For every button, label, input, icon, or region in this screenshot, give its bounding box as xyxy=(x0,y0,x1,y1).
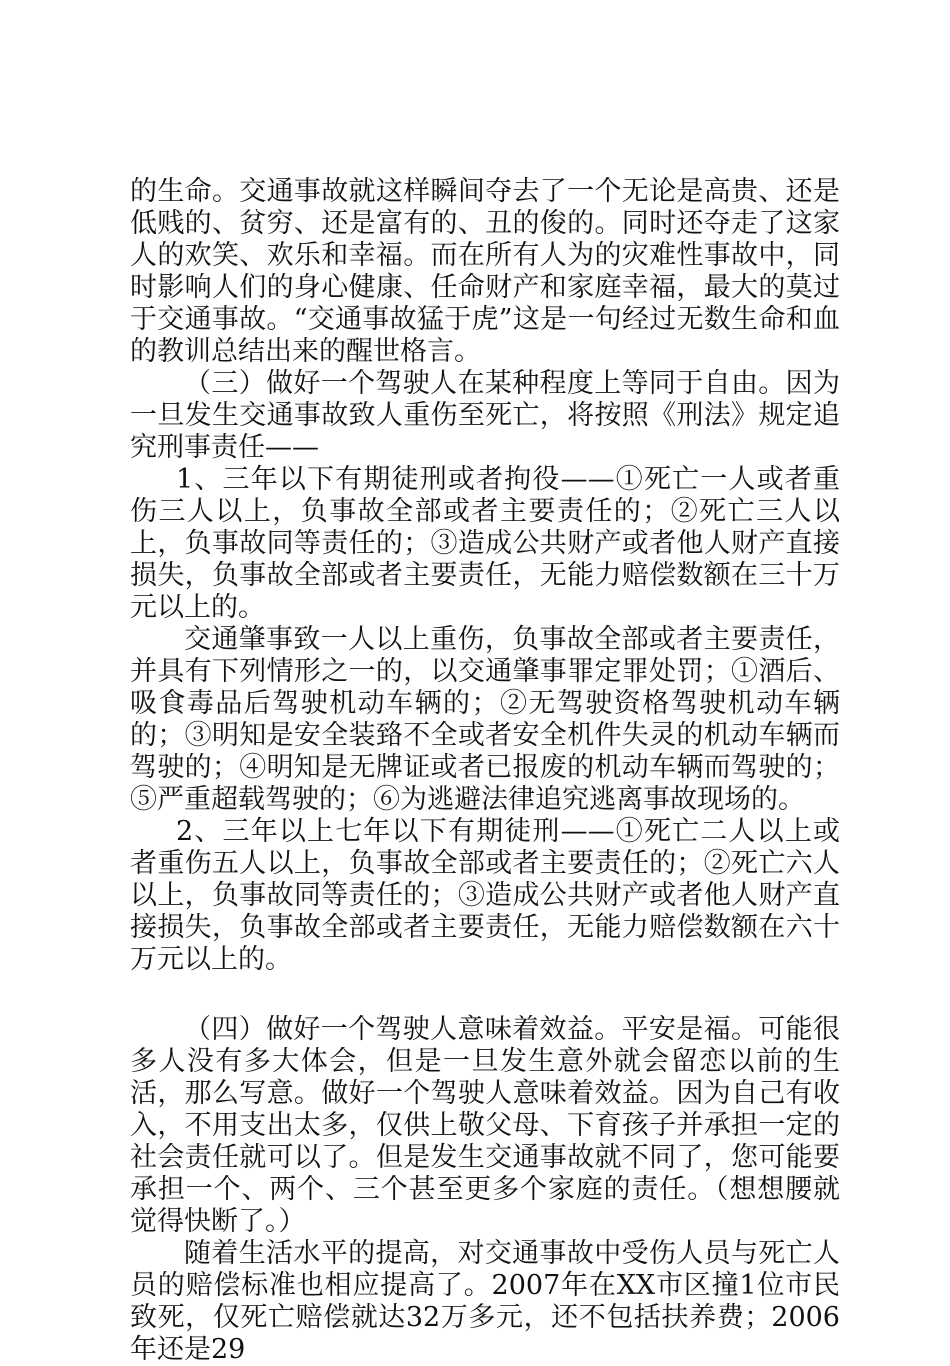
paragraph-spacer xyxy=(130,976,840,1014)
paragraph-section-three: （三）做好一个驾驶人在某种程度上等同于自由。因为一旦发生交通事故致人重伤至死亡，将按照《刑法》规定追究刑事责任—— xyxy=(130,368,840,463)
document-body xyxy=(130,176,840,1366)
paragraph-penalty-two: 2、三年以上七年以下有期徒刑——①死亡二人以上或者重伤五人以上，负事故全部或者主要责任的；②死亡六人以上，负事故同等责任的；③造成公共财产或者他人财产直接损失，负事故全部或者主要责任，无能力赔偿数额在六十万元以上的。 xyxy=(130,816,840,975)
paragraph-traffic-accident-life: 的生命。交通事故就这样瞬间夺去了一个无论是高贵、还是低贱的、贫穷、还是富有的、丑的俊的。同时还夺走了这家人的欢笑、欢乐和幸福。而在所有人为的灾难性事故中，同时影响人们的身心健康、任命财产和家庭幸福，最大的莫过于交通事故。“交通事故猛于虎”这是一句经过无数生命和血的教训总结出来的醒世格言。 xyxy=(130,176,840,367)
paragraph-section-four: （四）做好一个驾驶人意味着效益。平安是福。可能很多人没有多大体会，但是一旦发生意外就会留恋以前的生活，那么写意。做好一个驾驶人意味着效益。因为自己有收入，不用支出太多，仅供上敬父母、下育孩子并承担一定的社会责任就可以了。但是发生交通事故就不同了，您可能要承担一个、两个、三个甚至更多个家庭的责任。（想想腰就觉得快断了。） xyxy=(130,1014,840,1237)
paragraph-compensation: 随着生活水平的提高，对交通事故中受伤人员与死亡人员的赔偿标准也相应提高了。2007年在XX市区撞1位市民致死，仅死亡赔偿就达32万多元，还不包括扶养费；2006年还是29 xyxy=(130,1238,840,1365)
paragraph-penalty-one: 1、三年以下有期徒刑或者拘役——①死亡一人或者重伤三人以上，负事故全部或者主要责任的；②死亡三人以上，负事故同等责任的；③造成公共财产或者他人财产直接损失，负事故全部或者主要责任，无能力赔偿数额在三十万元以上的。 xyxy=(130,464,840,623)
paragraph-traffic-crime: 交通肇事致一人以上重伤，负事故全部或者主要责任，并具有下列情形之一的，以交通肇事罪定罪处罚；①酒后、吸食毒品后驾驶机动车辆的；②无驾驶资格驾驶机动车辆的；③明知是安全装臵不全或者安全机件失灵的机动车辆而驾驶的；④明知是无牌证或者已报废的机动车辆而驾驶的；⑤严重超载驾驶的；⑥为逃避法律追究逃离事故现场的。 xyxy=(130,624,840,815)
